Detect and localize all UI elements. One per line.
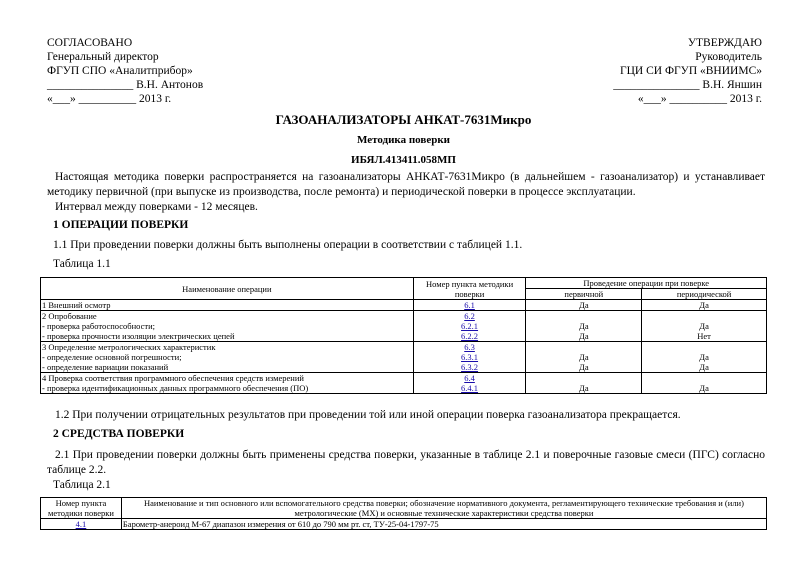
clause-link[interactable]: 6.3 (464, 342, 475, 352)
agreed-block (47, 36, 203, 106)
periodic-value: Да (699, 352, 709, 362)
clause-link[interactable]: 6.3.2 (461, 362, 479, 372)
operation-name: - проверка работоспособности; (42, 321, 155, 331)
agreed-organization: ФГУП СПО «Аналитприбор» (47, 65, 193, 77)
periodic-value (643, 373, 765, 383)
operation-name: 4 Проверка соответствия программного обеспечения средств измерений (42, 373, 304, 383)
col-header-operation: Наименование операции (41, 278, 414, 300)
agreed-date: «___» __________ 2013 г. (47, 93, 172, 105)
periodic-value (643, 311, 765, 321)
operation-name: - определение вариации показаний (42, 362, 169, 372)
table-2-1-caption: Таблица 2.1 (53, 479, 111, 491)
primary-value (527, 373, 640, 383)
approved-label: УТВЕРЖДАЮ (687, 37, 762, 49)
periodic-value: Да (699, 321, 709, 331)
table-row (41, 311, 767, 342)
col-header-primary: первичной (526, 289, 642, 300)
approved-block (613, 36, 762, 106)
primary-value: Да (579, 383, 589, 393)
operation-name: 1 Внешний осмотр (41, 300, 414, 311)
clause-link[interactable]: 6.2 (464, 311, 475, 321)
agreed-position: Генеральный директор (47, 51, 159, 63)
primary-value: Да (526, 300, 642, 311)
intro-paragraph: Настоящая методика поверки распространяется на газоанализаторы АНКАТ-7631Микро (в дальнейшем - газоанализатор) и устанавливает методику первичной (при выпуске из производства, после ремонта) и периодической поверки в процессе эксплуатации. (47, 171, 765, 198)
primary-value: Да (579, 352, 589, 362)
col-header-clause: Номер пункта методики поверки (41, 498, 122, 519)
approval-header (47, 36, 762, 106)
periodic-value (643, 342, 765, 352)
periodic-value: Нет (697, 331, 711, 341)
table-row (41, 300, 767, 311)
periodic-value: Да (699, 362, 709, 372)
operation-name: - проверка идентификационных данных программного обеспечения (ПО) (42, 383, 309, 393)
clause-link[interactable]: 6.4 (464, 373, 475, 383)
table-row (41, 519, 767, 530)
clause-link[interactable]: 6.1 (464, 300, 475, 310)
section-1-heading: 1 ОПЕРАЦИИ ПОВЕРКИ (53, 219, 189, 231)
periodic-value: Да (699, 383, 709, 393)
table-row (41, 373, 767, 394)
col-header-conducting: Проведение операции при поверке (526, 278, 767, 289)
col-header-clause: Номер пункта методики поверки (413, 278, 526, 300)
clause-link[interactable]: 6.4.1 (461, 383, 479, 393)
section-2-heading: 2 СРЕДСТВА ПОВЕРКИ (53, 428, 185, 440)
section-1-paragraph-2: 1.2 При получении отрицательных результатов при проведении той или иной операции поверка газоанализатора прекращается. (55, 409, 681, 421)
approved-signature: _______________ В.Н. Яншин (613, 79, 762, 91)
means-description: Барометр-анероид М-67 диапазон измерения от 610 до 790 мм рт. ст, ТУ-25-04-1797-75 (121, 519, 766, 530)
primary-value: Да (579, 331, 589, 341)
section-2-paragraph-1: 2.1 При проведении поверки должны быть применены средства поверки, указанные в таблице 2.1 и поверочные газовые смеси (ПГС) согласно таблице 2.2. (47, 449, 765, 476)
col-header-periodic: периодической (642, 289, 767, 300)
clause-link[interactable]: 6.2.1 (461, 321, 479, 331)
primary-value: Да (579, 362, 589, 372)
table-1-1-caption: Таблица 1.1 (53, 258, 111, 270)
document-title: ГАЗОАНАЛИЗАТОРЫ АНКАТ-7631Микро (275, 112, 532, 127)
primary-value: Да (579, 321, 589, 331)
primary-value (527, 311, 640, 321)
section-1-paragraph-1: 1.1 При проведении поверки должны быть выполнены операции в соответствии с таблицей 1.1. (53, 239, 523, 251)
operation-name: - проверка прочности изоляции электрических цепей (42, 331, 235, 341)
document-subtitle: Методика поверки (356, 134, 451, 146)
document-code: ИБЯЛ.413411.058МП (351, 154, 456, 166)
interval-paragraph: Интервал между поверками - 12 месяцев. (55, 201, 258, 213)
agreed-label: СОГЛАСОВАНО (47, 37, 133, 49)
primary-value (527, 342, 640, 352)
operation-name: 3 Определение метрологических характеристик (42, 342, 216, 352)
approved-organization: ГЦИ СИ ФГУП «ВНИИМС» (619, 65, 762, 77)
clause-link[interactable]: 6.2.2 (461, 331, 479, 341)
col-header-means: Наименование и тип основного или вспомогательного средства поверки; обозначение нормативного документа, регламентирующего технические требования и (или) метрологические (МХ) и основные технические характеристики средства поверки (121, 498, 766, 519)
clause-link[interactable]: 6.3.1 (461, 352, 479, 362)
verification-means-table (40, 497, 767, 530)
table-row (41, 342, 767, 373)
approved-position: Руководитель (695, 51, 762, 63)
clause-link[interactable]: 4.1 (75, 519, 87, 529)
operation-name: - определение основной погрешности; (42, 352, 182, 362)
approved-date: «___» __________ 2013 г. (637, 93, 762, 105)
agreed-signature: _______________ В.Н. Антонов (47, 79, 204, 91)
operation-name: 2 Опробование (42, 311, 97, 321)
periodic-value: Да (642, 300, 767, 311)
operations-table (40, 277, 767, 394)
